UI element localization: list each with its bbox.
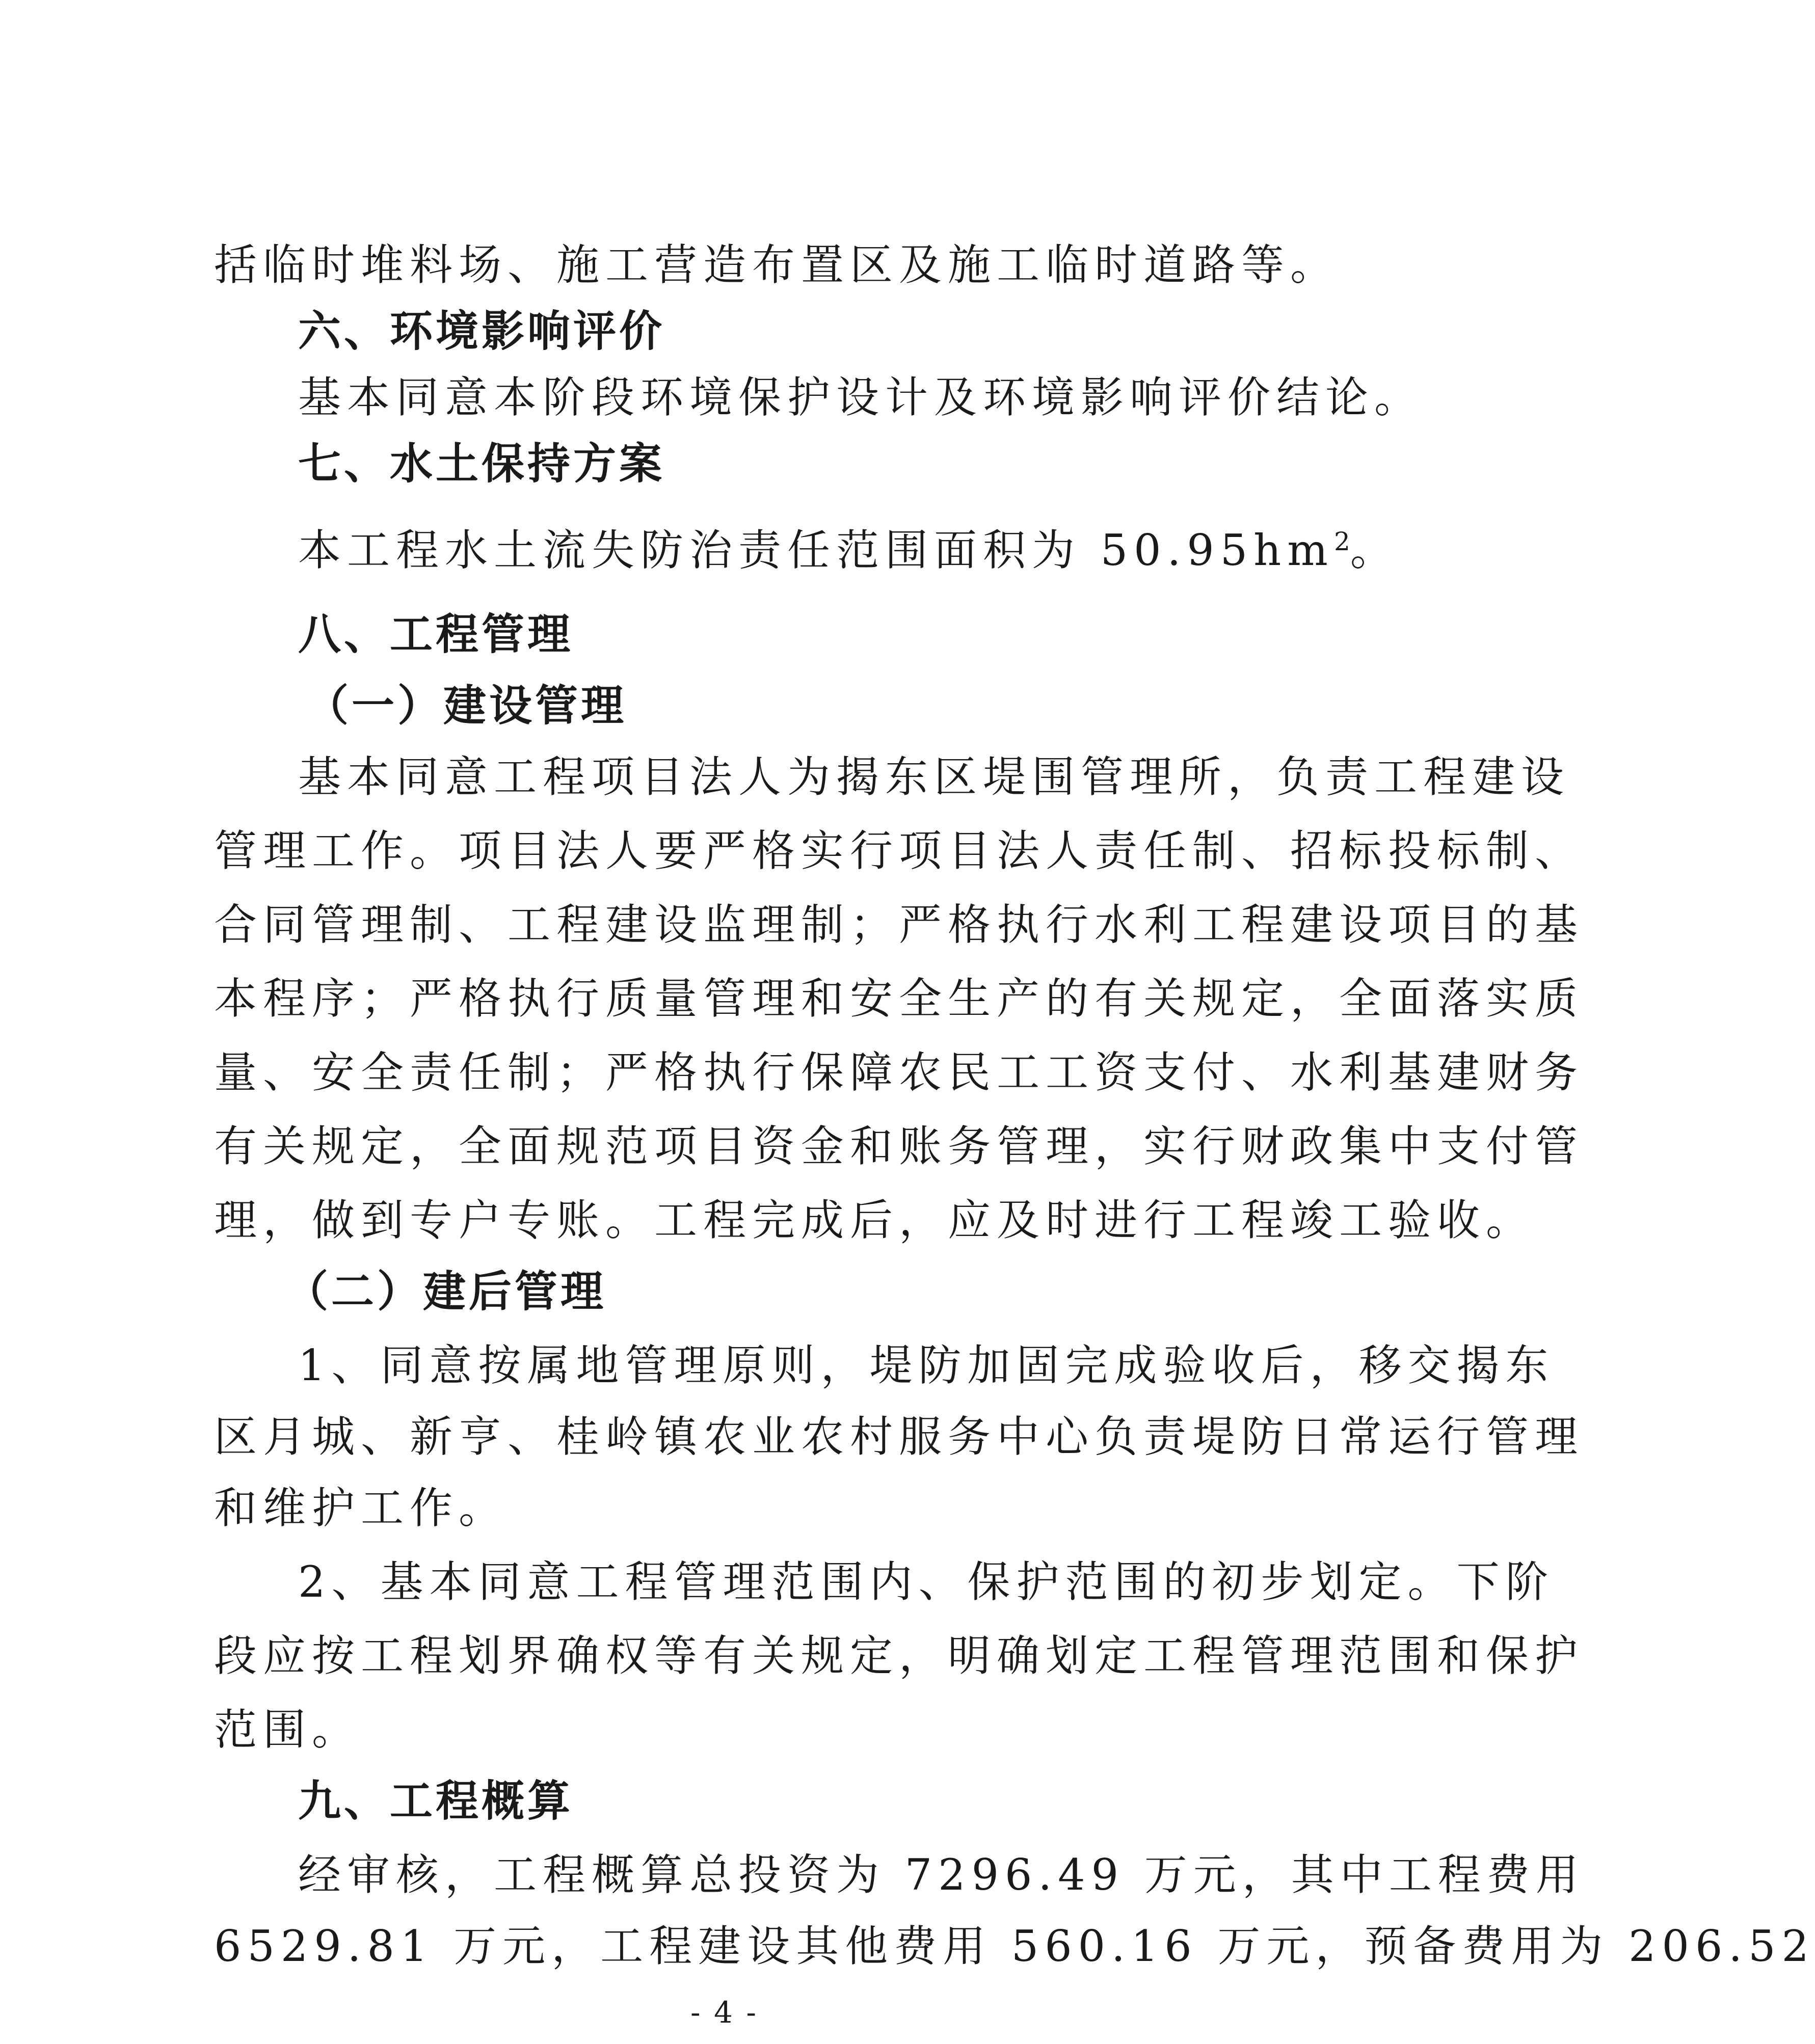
paragraph-line-13: 和维护工作。 bbox=[214, 1483, 508, 1533]
paragraph-line-12: 区月城、新亨、桂岭镇农业农村服务中心负责堤防日常运行管理 bbox=[214, 1412, 1584, 1462]
area-text: 本工程水土流失防治责任范围面积为 50.95hm bbox=[298, 525, 1334, 575]
page-number: - 4 - bbox=[690, 1995, 758, 2030]
section-heading-6: 六、环境影响评价 bbox=[298, 306, 665, 356]
paragraph-line-17: 经审核，工程概算总投资为 7296.49 万元，其中工程费用 bbox=[298, 1850, 1585, 1900]
section-heading-7: 七、水土保持方案 bbox=[298, 439, 665, 489]
subsection-heading-1: （一）建设管理 bbox=[306, 681, 627, 731]
paragraph-line-11: 1、同意按属地管理原则，堤防加固完成验收后，移交揭东 bbox=[298, 1340, 1555, 1390]
paragraph-line-4: 基本同意工程项目法人为揭东区堤围管理所，负责工程建设 bbox=[298, 752, 1570, 802]
section-heading-8: 八、工程管理 bbox=[298, 609, 574, 659]
paragraph-line-6: 合同管理制、工程建设监理制；严格执行水利工程建设项目的基 bbox=[214, 900, 1584, 950]
paragraph-line-14: 2、基本同意工程管理范围内、保护范围的初步划定。下阶 bbox=[298, 1557, 1555, 1607]
period: 。 bbox=[1350, 525, 1399, 575]
subsection-heading-2: （二）建后管理 bbox=[285, 1267, 607, 1316]
paragraph-line-8: 量、安全责任制；严格执行保障农民工工资支付、水利基建财务 bbox=[214, 1047, 1584, 1097]
paragraph-line-1: 括临时堆料场、施工营造布置区及施工临时道路等。 bbox=[214, 240, 1340, 290]
paragraph-line-3 bbox=[298, 525, 1455, 576]
paragraph-line-2: 基本同意本阶段环境保护设计及环境影响评价结论。 bbox=[298, 372, 1424, 422]
paragraph-line-18: 6529.81 万元，工程建设其他费用 560.16 万元，预备费用为 206.52 bbox=[214, 1921, 1815, 1971]
paragraph-line-5: 管理工作。项目法人要严格实行项目法人责任制、招标投标制、 bbox=[214, 826, 1584, 876]
superscript-2: 2 bbox=[1333, 527, 1350, 556]
paragraph-line-7: 本程序；严格执行质量管理和安全生产的有关规定，全面落实质 bbox=[214, 974, 1584, 1024]
paragraph-line-15: 段应按工程划界确权等有关规定，明确划定工程管理范围和保护 bbox=[214, 1631, 1584, 1681]
paragraph-line-16: 范围。 bbox=[214, 1705, 361, 1755]
paragraph-line-9: 有关规定，全面规范项目资金和账务管理，实行财政集中支付管 bbox=[214, 1121, 1584, 1171]
section-heading-9: 九、工程概算 bbox=[298, 1776, 574, 1826]
paragraph-line-10: 理，做到专户专账。工程完成后，应及时进行工程竣工验收。 bbox=[214, 1195, 1535, 1245]
